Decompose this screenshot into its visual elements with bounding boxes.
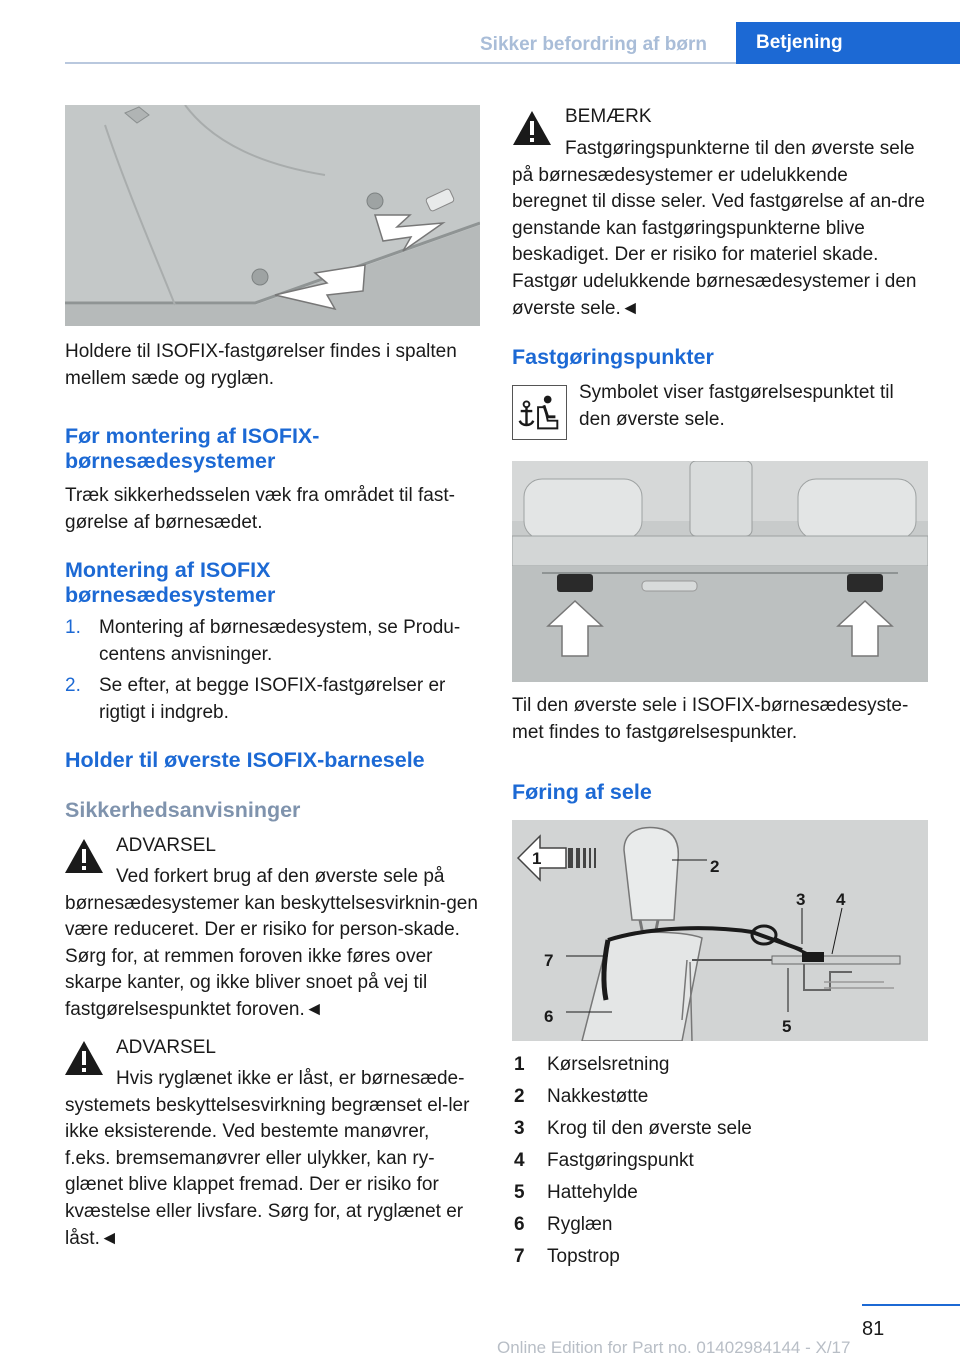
heading-anchor-points: Fastgøringspunkter: [512, 345, 714, 369]
step-text: Montering af børnesædesystem, se Produ-centens anvisninger.: [99, 617, 461, 665]
header-chapter-tab[interactable]: [736, 22, 960, 64]
heading-top-tether-holder: Holder til øverste ISOFIX-barnesele: [65, 748, 425, 772]
legend-text: Hattehylde: [547, 1182, 638, 1203]
legend-number: 7: [514, 1246, 525, 1267]
legend-text: Fastgøringspunkt: [547, 1150, 694, 1171]
diagram-label: 2: [710, 857, 720, 876]
step-number: 2.: [65, 675, 81, 696]
heading-mounting: Montering af ISOFIX børnesædesystemer: [65, 558, 276, 607]
warning2-text: Hvis ryglænet ikke er låst, er børnesæde-systemets beskyttelsesvirkning begrænset el-ler ikke eksisterende. Ved bestemte manøvrer, f.eks. bremsemanøvrer eller ulykker, kan ry-glænet blive klappet fremad. Der er risiko for kvæstelse eller livsfare. Sørg for, at ryglænet er låst.◄: [65, 1068, 470, 1249]
step-number: 1.: [65, 617, 81, 638]
diagram-label: 7: [544, 951, 554, 970]
anchor-child-seat-icon: [512, 385, 567, 440]
header-section-title: Sikker befordring af børn: [480, 34, 707, 55]
header-chapter-label: Betjening: [756, 32, 843, 53]
diagram-label: 3: [796, 890, 806, 909]
belt-routing-legend: [514, 1052, 928, 1267]
heading-belt-routing: Føring af sele: [512, 780, 652, 804]
note-title: BEMÆRK: [565, 106, 652, 127]
fig2-caption: Til den øverste sele i ISOFIX-børnesædesyste-met findes to fastgørelsespunkter.: [512, 695, 909, 743]
fig1-caption: Holdere til ISOFIX-fastgørelser findes i spalten mellem sæde og ryglæn.: [65, 341, 457, 389]
legend-text: Topstrop: [547, 1246, 620, 1267]
symbol-description: Symbolet viser fastgørelsespunktet til den øverste sele.: [579, 382, 894, 430]
anchor-points-illustration: [512, 461, 928, 682]
before-mounting-text: Træk sikkerhedsselen væk fra området til fast-gørelse af børnesædet.: [65, 485, 455, 533]
legend-text: Ryglæn: [547, 1214, 613, 1235]
legend-number: 3: [514, 1118, 525, 1139]
footer-rule: [862, 1304, 960, 1306]
diagram-label: 1: [532, 849, 542, 868]
heading-before-mounting: Før montering af ISOFIX-børnesædesystemer: [65, 424, 320, 473]
legend-number: 2: [514, 1086, 525, 1107]
step-text: Se efter, at begge ISOFIX-fastgørelser er rigtigt i indgreb.: [99, 675, 446, 723]
warning2-title: ADVARSEL: [116, 1037, 216, 1058]
diagram-label: 6: [544, 1007, 554, 1026]
legend-text: Nakkestøtte: [547, 1086, 649, 1107]
mounting-steps: [65, 615, 480, 725]
legend-number: 4: [514, 1150, 525, 1171]
diagram-label: 5: [782, 1017, 792, 1036]
legend-number: 1: [514, 1054, 525, 1075]
legend-number: 6: [514, 1214, 525, 1235]
footer-edition: Online Edition for Part no. 01402984144 - X/17: [497, 1338, 851, 1357]
note-text: Fastgøringspunkterne til den øverste sele på børnesædesystemer er udelukkende beregnet til disse seler. Ved fastgørelse af an-dre genstande kan fastgøringspunkterne blive beskadiget. Der er risiko for materiel skade. Fastgør udelukkende børnesædesystemer i den øverste sele.◄: [512, 138, 925, 319]
page-number: 81: [862, 1318, 885, 1340]
diagram-label: 4: [836, 890, 846, 909]
legend-number: 5: [514, 1182, 525, 1203]
isofix-seat-gap-illustration: [65, 105, 480, 326]
heading-safety-notes: Sikkerhedsanvisninger: [65, 798, 301, 822]
warning1-title: ADVARSEL: [116, 835, 216, 856]
legend-text: Krog til den øverste sele: [547, 1118, 752, 1139]
warning1-text: Ved forkert brug af den øverste sele på børnesædesystemer kan beskyttelsesvirknin-gen være reduceret. Der er risiko for person-skade. Sørg for, at remmen foroven ikke føres over skarpe kanter, og ikke bliver snoet på vej til fastgørelsespunktet foroven.◄: [65, 866, 478, 1020]
belt-routing-diagram: [512, 820, 928, 1041]
legend-text: Kørselsretning: [547, 1054, 670, 1075]
